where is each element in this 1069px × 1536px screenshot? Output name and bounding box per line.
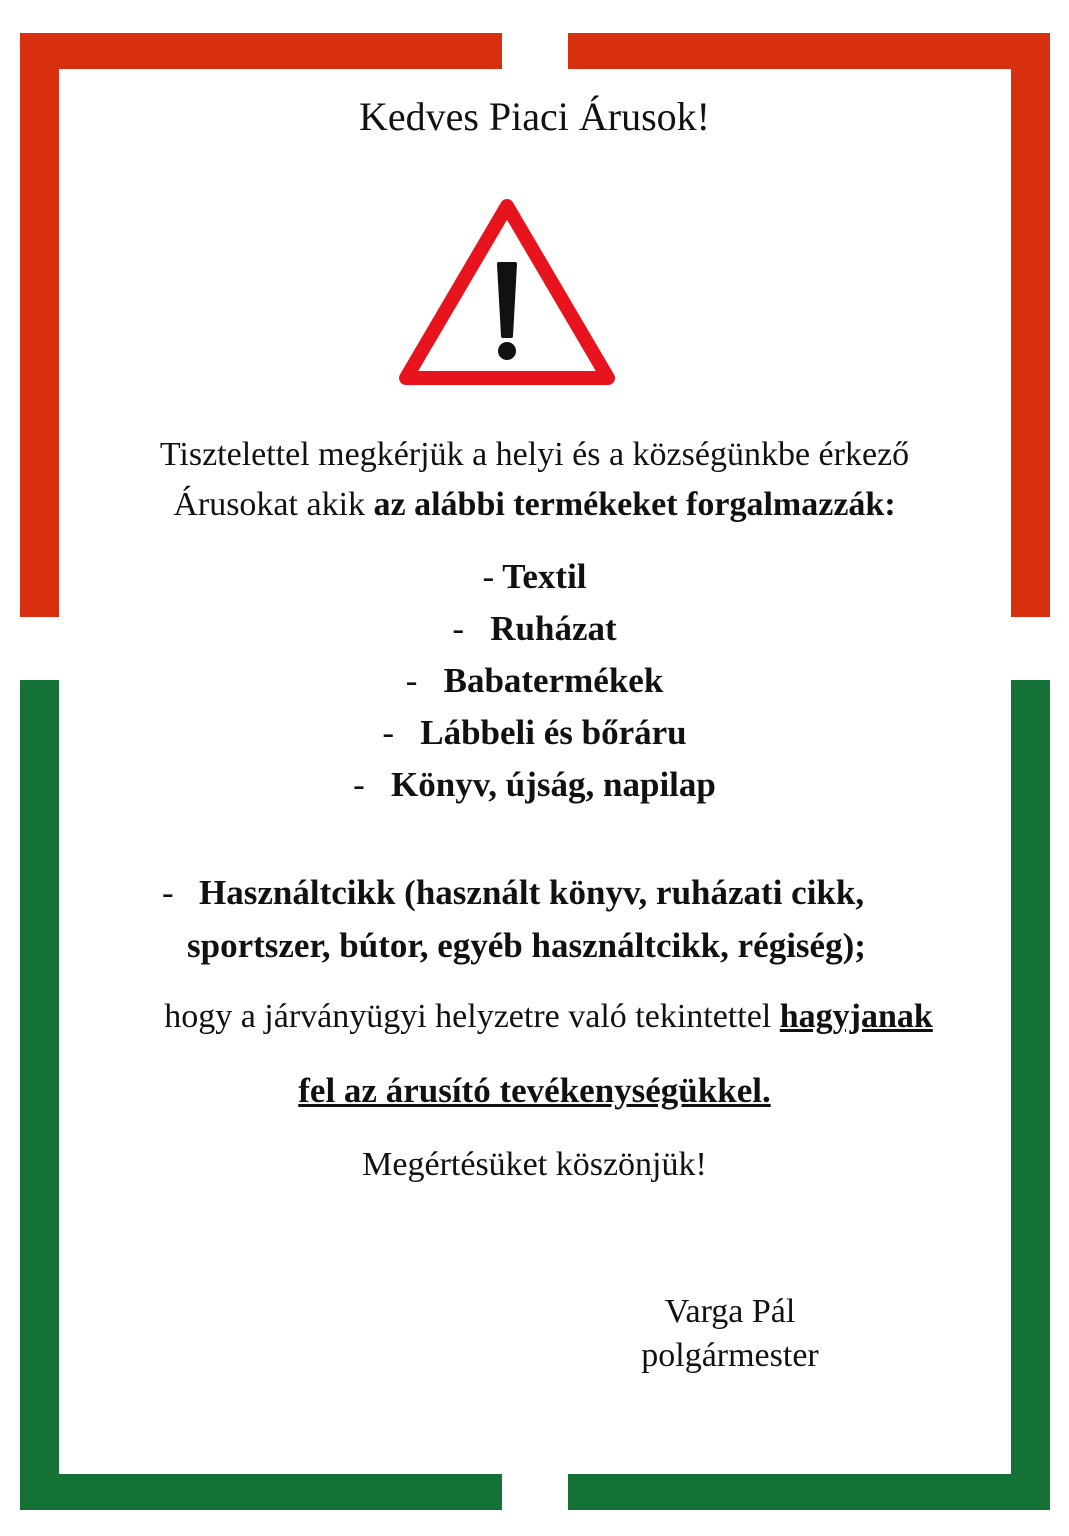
used-items-line-1 (162, 866, 982, 919)
list-item-label: Textil (502, 557, 587, 596)
intro-line-2-bold: az alábbi termékeket forgalmazzák: (373, 486, 896, 523)
signature-block (600, 1290, 860, 1378)
list-item (0, 761, 1069, 809)
request-underlined-2: fel az árusító tevékenységükkel. (298, 1071, 771, 1110)
intro-line-2-plain: Árusokat akik (173, 486, 374, 523)
list-item (0, 657, 1069, 705)
used-items-entry (162, 866, 982, 972)
list-item-label: Könyv, újság, napilap (391, 765, 716, 804)
page-title: Kedves Piaci Árusok! (358, 94, 711, 139)
list-bullet: - (452, 609, 464, 648)
intro-line-2 (60, 480, 1009, 530)
frame-bottom-right-green (568, 1474, 1050, 1510)
list-item-label: Lábbeli és bőráru (420, 713, 687, 752)
request-line-2 (0, 1066, 1069, 1116)
intro-paragraph (60, 430, 1009, 530)
list-item (0, 553, 1069, 601)
frame-top-right-red (568, 33, 1050, 69)
warning-icon (398, 198, 616, 390)
list-bullet: - (382, 713, 394, 752)
intro-line-1: Tisztelettel megkérjük a helyi és a községünkbe érkező (159, 436, 910, 473)
signature-title: polgármester (641, 1337, 819, 1374)
request-plain: hogy a járványügyi helyzetre való tekintettel (164, 998, 780, 1035)
request-line-1 (0, 992, 1069, 1042)
used-items-line-2: sportszer, bútor, egyéb használtcikk, régiség); (187, 926, 866, 965)
list-bullet: - (353, 765, 365, 804)
request-underlined-1: hagyjanak (779, 998, 933, 1035)
list-item (0, 709, 1069, 757)
list-item-label: Ruházat (490, 609, 617, 648)
thanks-text: Megértésüket köszönjük! (362, 1146, 707, 1183)
list-item (0, 605, 1069, 653)
used-items-text-1: Használtcikk (használt könyv, ruházati cikk, (199, 873, 865, 912)
signature-name: Varga Pál (664, 1293, 796, 1330)
frame-bottom-left-green (20, 1474, 502, 1510)
frame-top-left-red (20, 33, 502, 69)
list-bullet: - (482, 557, 495, 596)
list-item-label: Babatermékek (443, 661, 664, 700)
list-bullet: - (405, 661, 418, 700)
list-bullet: - (162, 873, 174, 912)
